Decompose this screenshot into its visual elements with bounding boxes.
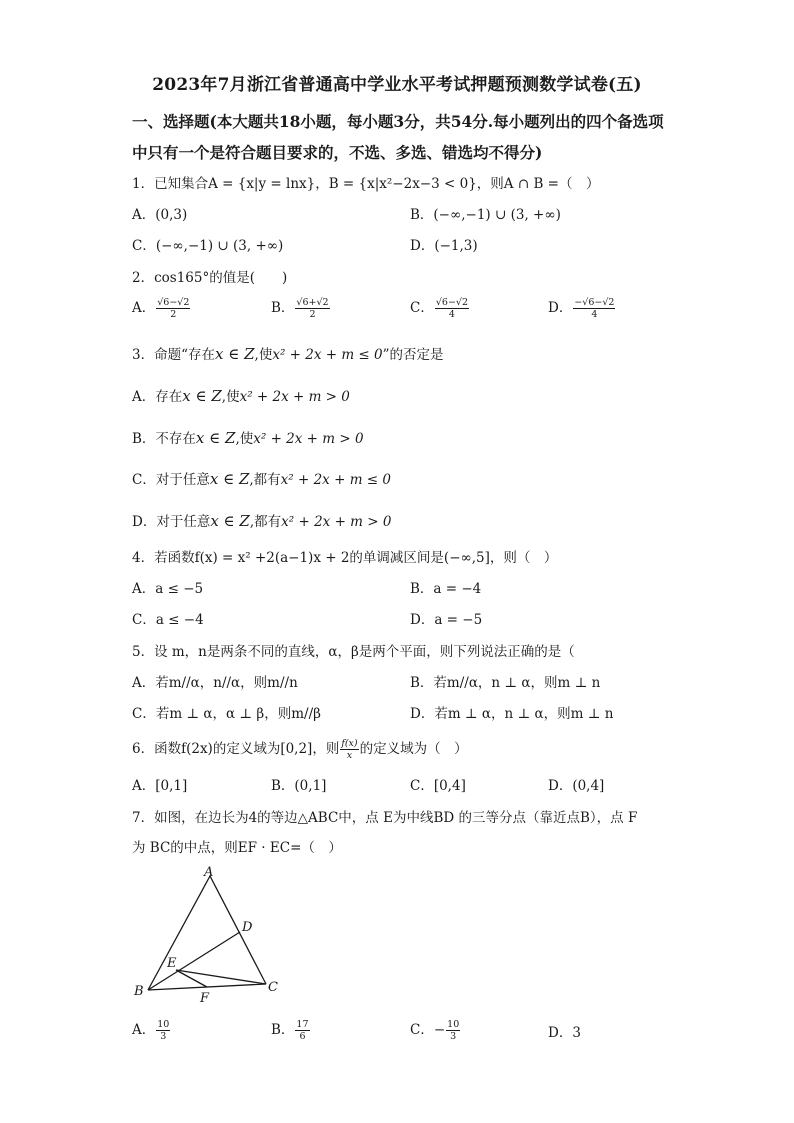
edge-ab [148, 876, 210, 990]
q4-option-a[interactable]: A．a ≤ −5 [132, 581, 204, 597]
q7-option-c-sign: − [433, 1022, 446, 1038]
q6-option-d[interactable]: D．(0,4] [548, 778, 605, 794]
q3-option-a-expression: x² + 2x + m > 0 [239, 389, 350, 405]
q3-option-d-middle: ,都有 [249, 514, 282, 530]
q3-stem-middle: ,使 [254, 347, 273, 363]
q4-option-b[interactable]: B．a = −4 [410, 581, 482, 597]
q7-option-c-fraction [446, 1019, 460, 1042]
q2-option-d-fraction [573, 297, 615, 320]
q7-option-b-numerator: 17 [296, 1019, 309, 1030]
q3-option-a-variable: x ∈ Z [182, 387, 222, 405]
q3-option-d-expression: x² + 2x + m > 0 [281, 514, 392, 530]
q2-option-c-fraction [435, 297, 469, 320]
label-b: B [134, 984, 144, 999]
q7-option-a-label: A． [132, 1022, 156, 1038]
q6-stem-denominator: x [346, 750, 353, 761]
q6-stem-fraction [340, 738, 358, 761]
q2-option-b-label: B． [271, 300, 295, 316]
q3-stem-suffix: ”的否定是 [382, 347, 444, 363]
q6-option-a[interactable]: A．[0,1] [132, 778, 188, 794]
q3-stem-expression: x² + 2x + m ≤ 0 [272, 347, 383, 363]
q3-option-b-middle: ,使 [235, 431, 254, 447]
q5-option-a[interactable]: A．若m//α，n//α，则m//n [132, 675, 298, 691]
q2-option-d[interactable] [548, 296, 616, 320]
q7-stem-line2: 为 BC的中点，则EF · EC=（ ） [132, 840, 342, 856]
q1-option-a[interactable]: A．(0,3) [132, 207, 188, 223]
q2-option-a-fraction [156, 297, 190, 320]
q1-option-c[interactable]: C．(−∞,−1) ∪ (3, +∞) [132, 238, 284, 254]
q3-option-d-prefix: D．对于任意 [132, 514, 211, 530]
triangle-figure [132, 862, 292, 1012]
q5-option-b[interactable]: B．若m//α，n ⊥ α，则m ⊥ n [410, 675, 601, 691]
label-a: A [204, 865, 214, 880]
q3-option-d[interactable] [132, 510, 391, 530]
q7-option-a-denominator: 3 [160, 1031, 167, 1042]
q6-stem-prefix: 6．函数f(2x)的定义域为[0,2]，则 [132, 741, 340, 757]
q3-stem [132, 343, 444, 363]
q7-option-d[interactable]: D．3 [548, 1025, 581, 1041]
q7-option-b-denominator: 6 [299, 1031, 306, 1042]
label-d: D [242, 920, 253, 935]
q2-option-c-numerator: √6−√2 [435, 297, 468, 308]
q2-option-a-denominator: 2 [170, 309, 177, 320]
q3-option-b-expression: x² + 2x + m > 0 [253, 431, 364, 447]
label-c: C [268, 980, 278, 995]
q7-option-a[interactable] [132, 1018, 171, 1042]
q7-option-c-label: C． [410, 1022, 434, 1038]
q5-option-d[interactable]: D．若m ⊥ α，n ⊥ α，则m ⊥ n [410, 706, 614, 722]
q7-option-a-numerator: 10 [157, 1019, 170, 1030]
label-f: F [200, 991, 210, 1006]
q3-option-c-variable: x ∈ Z [209, 470, 250, 488]
q3-option-a[interactable] [132, 385, 350, 405]
q2-option-c-label: C． [410, 300, 434, 316]
q2-option-d-numerator: −√6−√2 [574, 297, 615, 308]
q2-option-c-denominator: 4 [448, 309, 455, 320]
q3-option-c[interactable] [132, 468, 391, 488]
q6-stem-suffix: 的定义域为（ ） [359, 741, 468, 757]
q4-stem: 4．若函数f(x) = x² +2(a−1)x + 2的单调减区间是(−∞,5]，则（ ） [132, 550, 558, 566]
q7-stem-line1: 7．如图，在边长为4的等边△ABC中，点 E为中线BD 的三等分点（靠近点B），点 F [132, 810, 638, 826]
q2-stem: 2．cos165°的值是( ) [132, 270, 288, 286]
q5-option-c[interactable]: C．若m ⊥ α，α ⊥ β，则m//β [132, 706, 321, 722]
section-heading: 一、选择题(本大题共18小题，每小题3分，共54分.每小题列出的四个备选项中只有一个是符合题目要求的，不选、多选、错选均不得分) [132, 112, 664, 162]
q7-option-b-label: B． [271, 1022, 295, 1038]
q1-option-d[interactable]: D．(−1,3) [410, 238, 478, 254]
q6-option-c[interactable]: C．[0,4] [410, 778, 466, 794]
q4-option-c[interactable]: C．a ≤ −4 [132, 612, 204, 628]
q3-option-c-expression: x² + 2x + m ≤ 0 [280, 472, 391, 488]
q7-option-c-numerator: 10 [447, 1019, 460, 1030]
q3-option-b[interactable] [132, 427, 364, 447]
q2-option-a-label: A． [132, 300, 156, 316]
label-e: E [167, 956, 177, 971]
q3-stem-prefix: 3．命题“存在 [132, 347, 215, 363]
q2-option-a-numerator: √6−√2 [157, 297, 190, 308]
q2-option-a[interactable] [132, 296, 191, 320]
q4-option-d[interactable]: D．a = −5 [410, 612, 483, 628]
q2-option-b-fraction [295, 297, 329, 320]
q1-option-b[interactable]: B．(−∞,−1) ∪ (3, +∞) [410, 207, 561, 223]
q2-option-d-denominator: 4 [591, 309, 598, 320]
exam-title: 2023年7月浙江省普通高中学业水平考试押题预测数学试卷(五) [152, 75, 642, 95]
q3-option-c-prefix: C．对于任意 [132, 472, 210, 488]
q7-option-b-fraction [295, 1019, 309, 1042]
q3-option-c-middle: ,都有 [249, 472, 281, 488]
q3-option-b-variable: x ∈ Z [195, 429, 236, 447]
q3-stem-variable: x ∈ Z [215, 345, 255, 363]
q3-option-b-prefix: B．不存在 [132, 431, 196, 447]
q3-option-a-prefix: A．存在 [132, 389, 183, 405]
q2-option-b[interactable] [271, 296, 331, 320]
q2-option-c[interactable] [410, 296, 470, 320]
q6-option-b[interactable]: B．(0,1] [271, 778, 327, 794]
q7-option-c[interactable] [410, 1018, 461, 1042]
q3-option-a-middle: ,使 [221, 389, 240, 405]
q6-stem [132, 737, 468, 761]
q3-option-d-variable: x ∈ Z [210, 512, 250, 530]
q1-stem: 1．已知集合A = {x|y = lnx}，B = {x|x²−2x−3 < 0}，则A ∩ B =（ ） [132, 176, 600, 192]
q5-stem: 5．设 m，n是两条不同的直线，α，β是两个平面，则下列说法正确的是（ [132, 644, 575, 660]
median-bd [148, 932, 240, 990]
q6-stem-numerator: f(x) [341, 738, 358, 749]
q7-option-a-fraction [156, 1019, 170, 1042]
q7-option-b[interactable] [271, 1018, 311, 1042]
q2-option-d-label: D． [548, 300, 573, 316]
q7-option-c-denominator: 3 [450, 1031, 457, 1042]
edge-ac [210, 876, 266, 984]
q2-option-b-numerator: √6+√2 [296, 297, 329, 308]
q2-option-b-denominator: 2 [309, 309, 316, 320]
